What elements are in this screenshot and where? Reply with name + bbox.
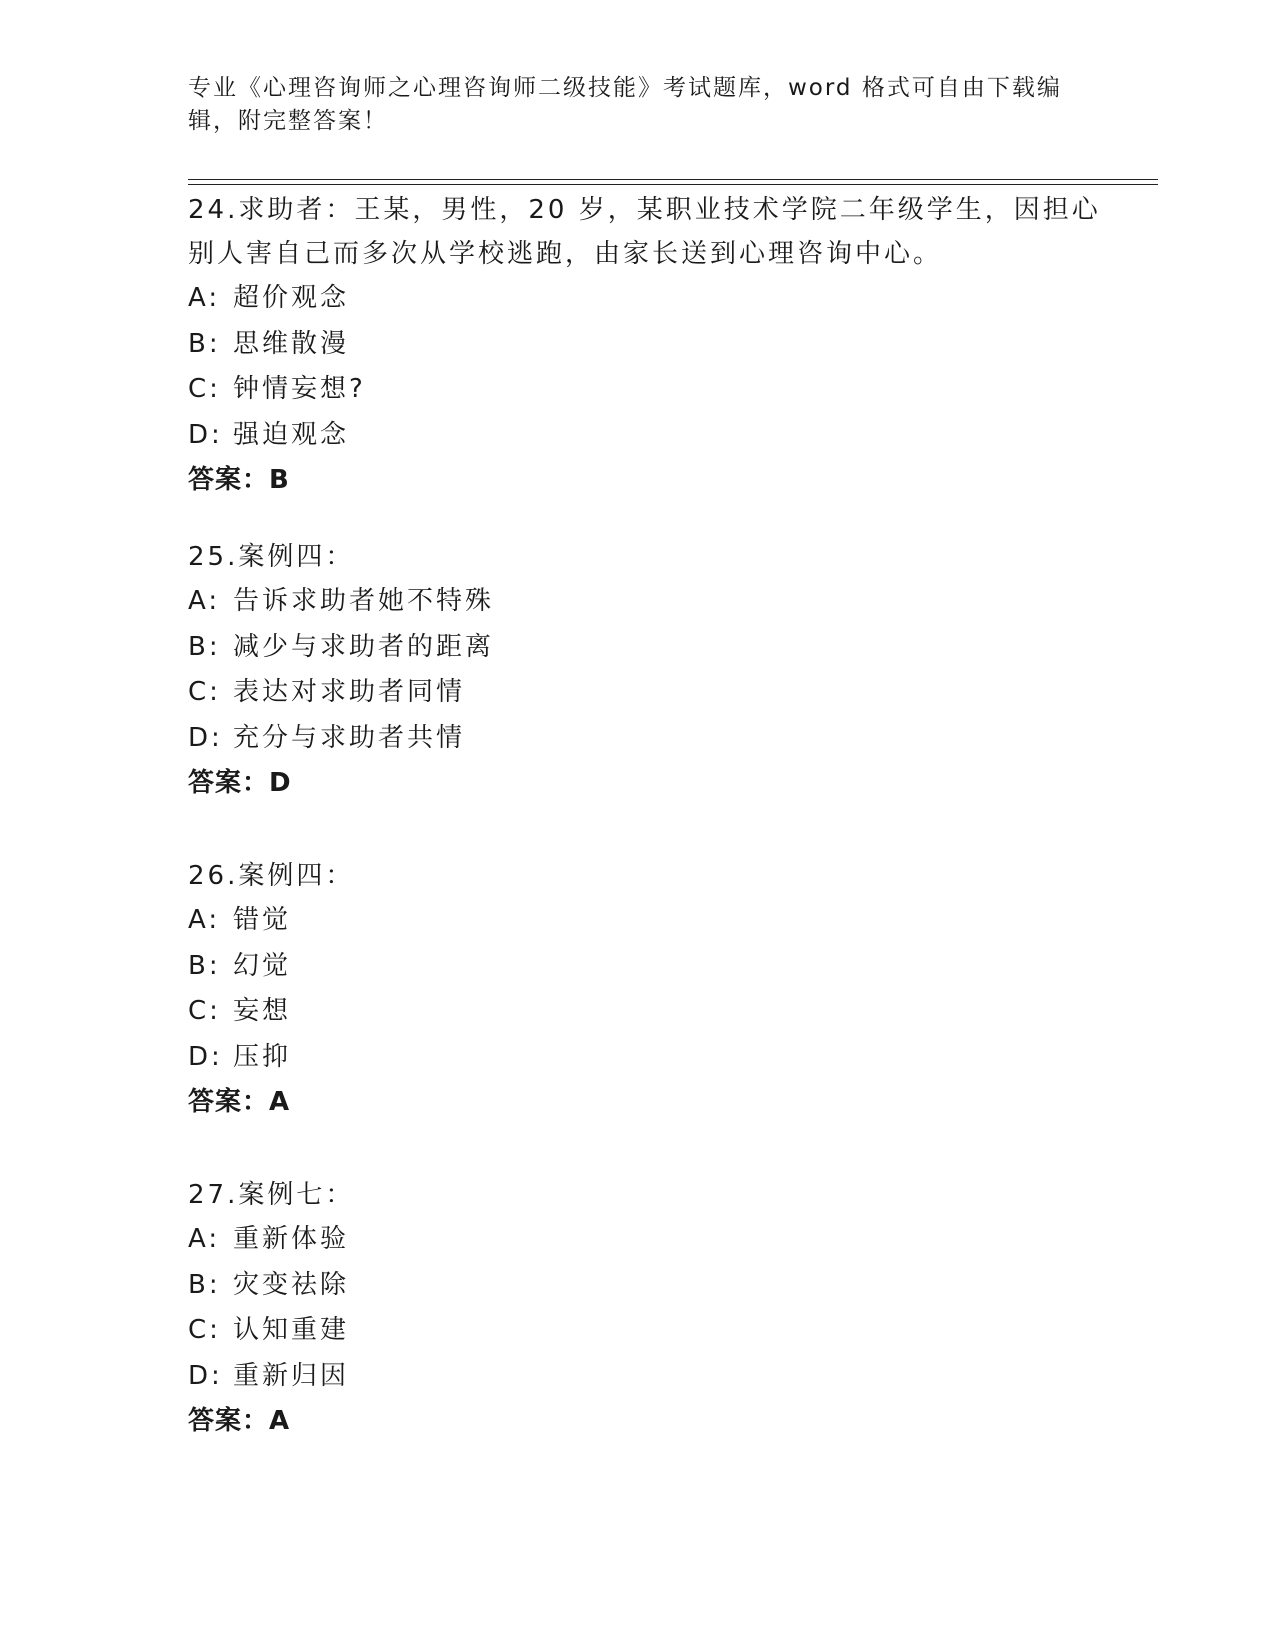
option-b	[188, 322, 1158, 368]
option-text: 钟情妄想?	[233, 374, 366, 404]
document-header	[188, 72, 1088, 138]
option-letter: B:	[188, 1269, 221, 1300]
header-divider-top	[188, 179, 1158, 180]
option-text: 错觉	[233, 905, 292, 935]
option-text: 认知重建	[233, 1315, 350, 1345]
question-27	[188, 1173, 1158, 1445]
option-c	[188, 1308, 1158, 1354]
answer-label: 答案：	[188, 465, 270, 495]
option-letter: A:	[188, 1224, 221, 1254]
option-text: 表达对求助者同情	[233, 677, 466, 707]
answer-value: B	[269, 465, 290, 495]
question-stem: 25.案例四：	[188, 542, 355, 572]
option-letter: C:	[188, 677, 221, 707]
option-text: 灾变祛除	[233, 1269, 350, 1300]
option-d	[188, 716, 1158, 762]
question-stem: 27.案例七：	[188, 1180, 355, 1210]
option-c	[188, 670, 1158, 716]
option-letter: D:	[188, 419, 223, 450]
option-c	[188, 989, 1158, 1035]
answer-line	[188, 1080, 1158, 1126]
option-text: 告诉求助者她不特殊	[233, 586, 495, 616]
option-text: 思维散漫	[233, 328, 350, 359]
answer-line	[188, 458, 1158, 504]
answer-value: A	[269, 1406, 291, 1436]
option-text: 重新归因	[233, 1360, 350, 1391]
answer-line	[188, 761, 1158, 807]
header-intro: 专业《心理咨询师之心理咨询师二级技能》考试题库，word 格式可自由下载编辑，附完整答案！	[188, 75, 1062, 134]
option-b	[188, 1263, 1158, 1309]
option-letter: B:	[188, 950, 221, 981]
answer-value: A	[269, 1087, 291, 1117]
option-text: 超价观念	[233, 283, 350, 313]
option-c	[188, 367, 1158, 413]
option-text: 重新体验	[233, 1224, 350, 1254]
option-letter: A:	[188, 283, 221, 313]
option-text: 幻觉	[233, 950, 292, 981]
option-a	[188, 579, 1158, 625]
option-text: 强迫观念	[233, 419, 350, 450]
option-d	[188, 413, 1158, 459]
option-letter: A:	[188, 586, 221, 616]
option-d	[188, 1035, 1158, 1081]
option-text: 妄想	[233, 996, 292, 1026]
option-text: 充分与求助者共情	[233, 722, 466, 753]
option-letter: B:	[188, 328, 221, 359]
option-letter: C:	[188, 1315, 221, 1345]
option-letter: C:	[188, 996, 221, 1026]
option-d	[188, 1354, 1158, 1400]
answer-label: 答案：	[188, 768, 270, 798]
option-text: 压抑	[233, 1041, 292, 1072]
option-letter: C:	[188, 374, 221, 404]
answer-line	[188, 1399, 1158, 1445]
answer-label: 答案：	[188, 1087, 270, 1117]
option-b	[188, 625, 1158, 671]
question-25	[188, 535, 1158, 807]
option-letter: A:	[188, 905, 221, 935]
header-divider-bottom	[188, 184, 1158, 185]
option-text: 减少与求助者的距离	[233, 631, 495, 662]
question-26	[188, 854, 1158, 1126]
option-letter: D:	[188, 1041, 223, 1072]
answer-value: D	[269, 768, 292, 798]
option-letter: B:	[188, 631, 221, 662]
question-stem: 26.案例四：	[188, 861, 355, 891]
option-letter: D:	[188, 1360, 223, 1391]
option-a	[188, 276, 1158, 322]
answer-label: 答案：	[188, 1406, 270, 1436]
question-24	[188, 188, 1158, 504]
option-b	[188, 944, 1158, 990]
option-a	[188, 1217, 1158, 1263]
question-stem: 24.求助者：王某，男性，20 岁，某职业技术学院二年级学生，因担心别人害自己而多次从学校逃跑，由家长送到心理咨询中心。	[188, 195, 1101, 269]
option-letter: D:	[188, 722, 223, 753]
option-a	[188, 898, 1158, 944]
